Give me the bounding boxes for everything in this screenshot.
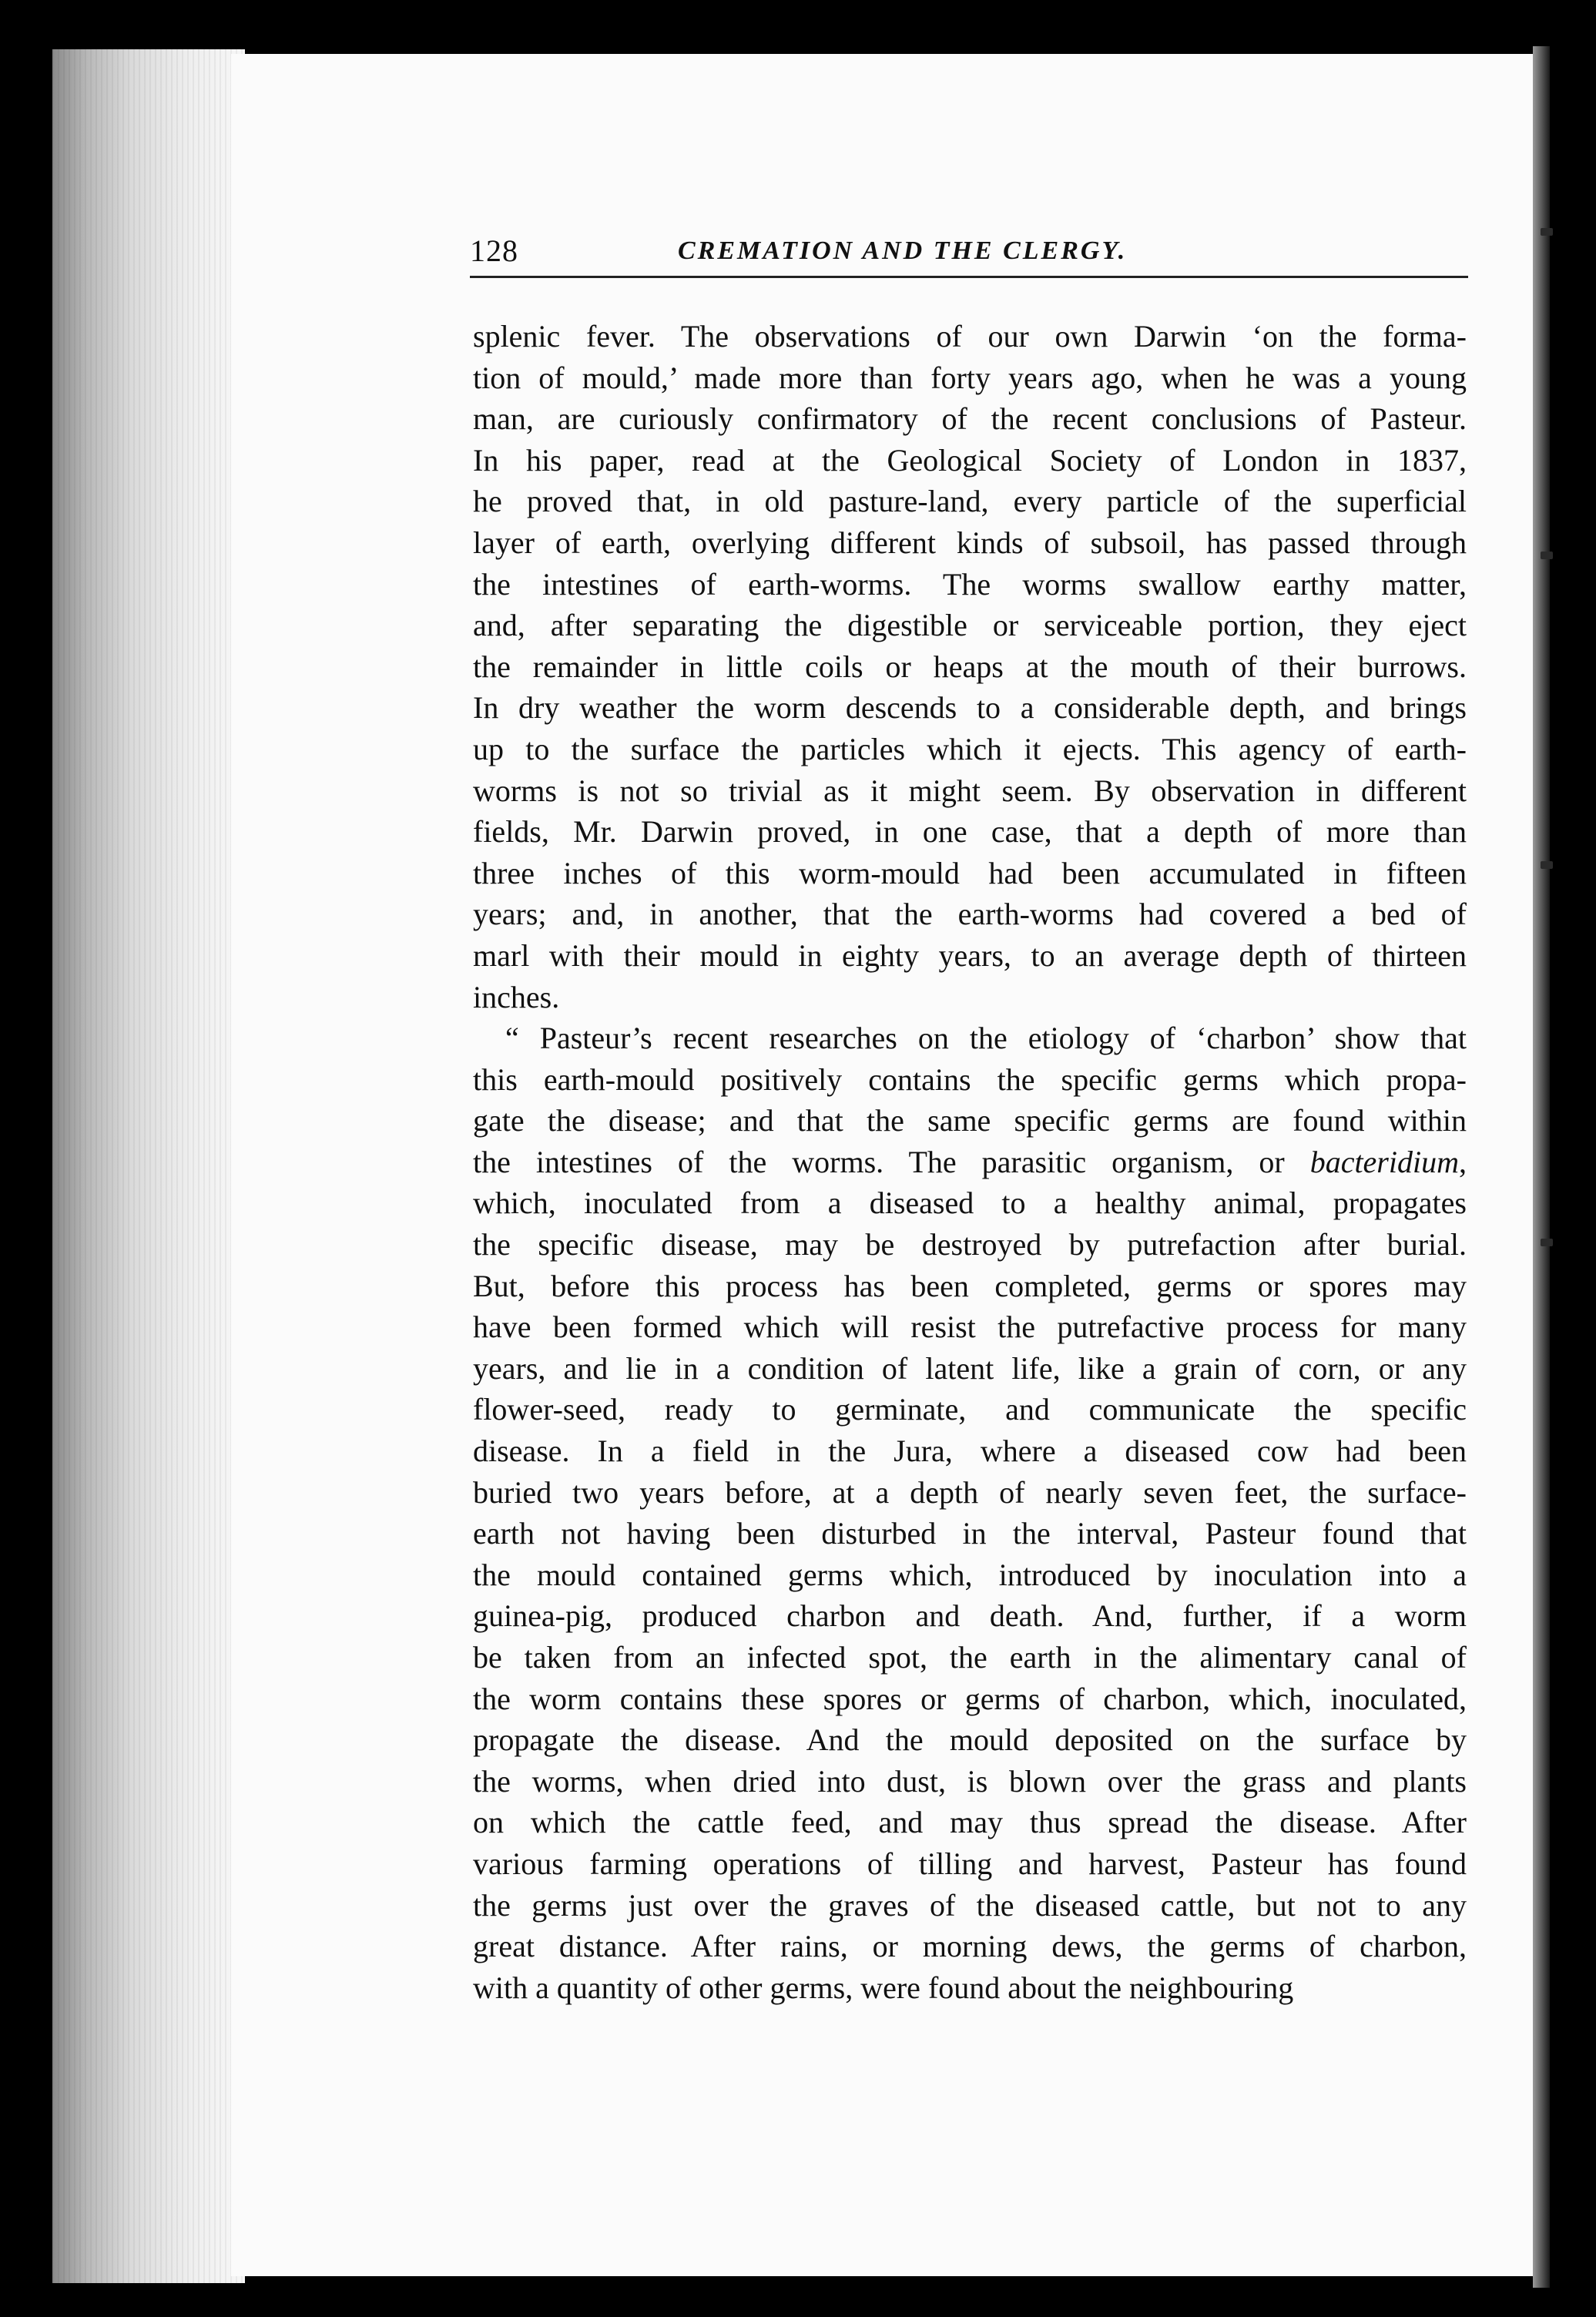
body-text — [473, 316, 1467, 2008]
text-line: great distance. After rains, or morning dews, the germs of charbon, — [473, 1929, 1467, 1964]
binding-tab-mark — [1541, 552, 1553, 559]
text-line: the intestines of the worms. The parasitic organism, or bacteridium, — [473, 1144, 1467, 1179]
text-line: years; and, in another, that the earth-worms had covered a bed of — [473, 897, 1467, 932]
text-line: years, and lie in a condition of latent life, like a grain of corn, or any — [473, 1350, 1467, 1386]
text-line: flower-seed, ready to germinate, and communicate the specific — [473, 1392, 1467, 1427]
text-line: he proved that, in old pasture-land, every particle of the superficial — [473, 484, 1467, 519]
text-line: on which the cattle feed, and may thus spread the disease. After — [473, 1805, 1467, 1840]
text-line: fields, Mr. Darwin proved, in one case, that a depth of more than — [473, 814, 1467, 850]
text-line: this earth-mould positively contains the specific germs which propa- — [473, 1061, 1467, 1097]
page-edges — [52, 49, 245, 2283]
text-line: gate the disease; and that the same specific germs are found within — [473, 1103, 1467, 1138]
text-line: with a quantity of other germs, were found about the neighbouring — [473, 1970, 1294, 2005]
binding-shadow — [1533, 46, 1550, 2288]
text-line: propagate the disease. And the mould deposited on the surface by — [473, 1722, 1467, 1758]
paragraph — [473, 316, 1467, 1018]
text-line: the germs just over the graves of the diseased cattle, but not to any — [473, 1887, 1467, 1923]
text-line: In dry weather the worm descends to a considerable depth, and brings — [473, 690, 1467, 726]
text-line: various farming operations of tilling and harvest, Pasteur has found — [473, 1846, 1467, 1881]
running-title: CREMATION AND THE CLERGY. — [678, 236, 1128, 265]
binding-tab-mark — [1541, 1239, 1553, 1246]
text-line: “ Pasteur’s recent researches on the etiology of ‘charbon’ show that — [505, 1021, 1467, 1056]
paragraph — [473, 1018, 1467, 2008]
text-line: layer of earth, overlying different kinds of subsoil, has passed through — [473, 525, 1467, 560]
text-line: splenic fever. The observations of our own Darwin ‘on the forma- — [473, 319, 1467, 354]
text-line: be taken from an infected spot, the earth in the alimentary canal of — [473, 1640, 1467, 1675]
text-line: marl with their mould in eighty years, to an average depth of thirteen — [473, 937, 1467, 973]
text-line: disease. In a field in the Jura, where a diseased cow had been — [473, 1433, 1467, 1469]
text-line: the specific disease, may be destroyed by putrefaction after burial. — [473, 1227, 1467, 1262]
text-line: the remainder in little coils or heaps at the mouth of their burrows. — [473, 649, 1467, 684]
text-line: But, before this process has been completed, germs or spores may — [473, 1268, 1467, 1303]
text-line: earth not having been disturbed in the interval, Pasteur found that — [473, 1516, 1467, 1551]
text-line: and, after separating the digestible or serviceable portion, they eject — [473, 608, 1467, 643]
text-line: worms is not so trivial as it might seem. By observation in different — [473, 773, 1467, 808]
page-number: 128 — [470, 233, 518, 268]
text-line: the mould contained germs which, introduced by inoculation into a — [473, 1557, 1467, 1592]
running-head — [0, 0, 1596, 308]
text-line: In his paper, read at the Geological Society of London in 1837, — [473, 442, 1467, 478]
text-line: buried two years before, at a depth of nearly seven feet, the surface- — [473, 1474, 1467, 1510]
binding-tab-mark — [1541, 861, 1553, 869]
text-line: the intestines of earth-worms. The worms swallow earthy matter, — [473, 566, 1467, 602]
text-line: the worms, when dried into dust, is blown over the grass and plants — [473, 1763, 1467, 1799]
text-line: the worm contains these spores or germs of charbon, which, inoculated, — [473, 1681, 1467, 1716]
text-line: have been formed which will resist the putrefactive process for many — [473, 1309, 1467, 1345]
text-line: guinea-pig, produced charbon and death. And, further, if a worm — [473, 1598, 1467, 1634]
text-line: tion of mould,’ made more than forty years ago, when he was a young — [473, 360, 1467, 395]
text-line: which, inoculated from a diseased to a healthy animal, propagates — [473, 1185, 1467, 1221]
text-line: inches. — [473, 979, 560, 1014]
text-line: three inches of this worm-mould had been accumulated in fifteen — [473, 855, 1467, 890]
text-line: man, are curiously confirmatory of the recent conclusions of Pasteur. — [473, 401, 1467, 437]
text-line: up to the surface the particles which it ejects. This agency of earth- — [473, 731, 1467, 766]
header-rule — [470, 276, 1468, 278]
